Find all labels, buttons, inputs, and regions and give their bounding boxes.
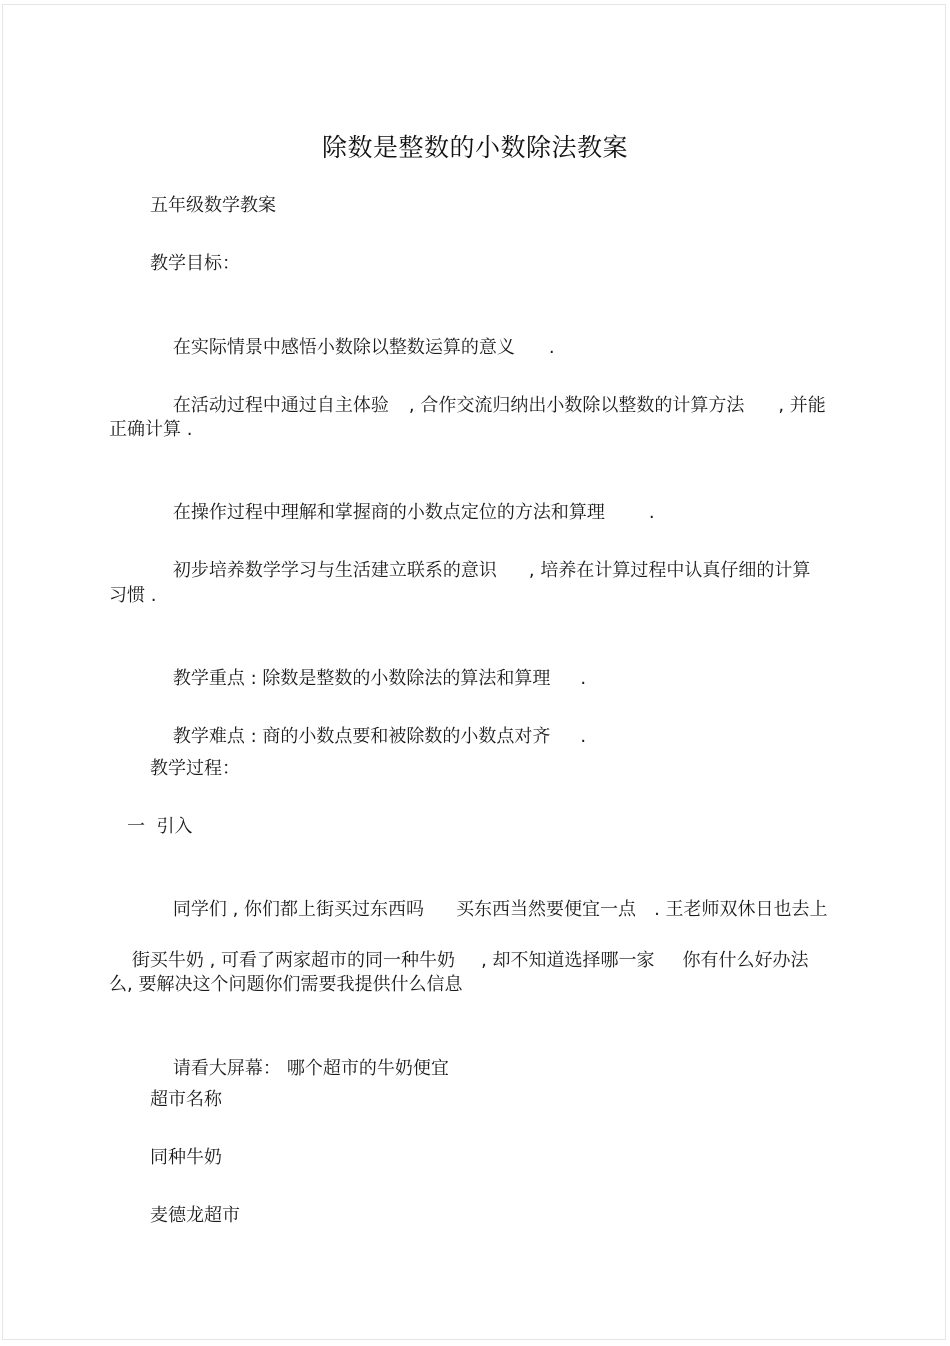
objectives-heading: 教学目标： [150,253,240,274]
process-heading: 教学过程： [150,758,240,779]
key-point-text: 教学重点 : 除数是整数的小数除法的算法和算理 [172,668,551,689]
intro-line-2-c: 你有什么好办法 [682,950,809,971]
intro-line-2-a: 街买牛奶 , 可看了两家超市的同一种牛奶 [131,950,456,971]
objective-4-line-1 [150,532,810,610]
table-col-supermarket: 超市名称 [150,1089,222,1110]
objective-2-part-b: , 合作交流归纳出小数除以整数的计算方法 [408,395,745,416]
document-title: 除数是整数的小数除法教案 [321,133,628,162]
intro-line-1-b: 买东西当然要便宜一点 [456,899,637,920]
screen-label: 请看大屏幕： [172,1058,281,1079]
section-1-heading: 一 引入 [127,816,193,837]
objective-2-line-1 [150,367,826,445]
key-point-period: . [580,668,587,689]
intro-line-1-c: . 王老师双休日也去上 [654,899,828,920]
objective-4-part-b: , 培养在计算过程中认真仔细的计算 [528,560,811,581]
difficulty-period: . [580,726,587,747]
objective-2-line-2: 正确计算 . [109,419,193,440]
objective-2-part-a: 在活动过程中通过自主体验 [172,395,389,416]
intro-line-2-b: , 却不知道选择哪一家 [481,950,655,971]
difficulty-text: 教学难点 : 商的小数点要和被除数的小数点对齐 [172,726,551,747]
table-row-metro: 麦德龙超市 [150,1205,240,1226]
objective-3-text: 在操作过程中理解和掌握商的小数点定位的方法和算理 [172,502,605,523]
screen-question: 哪个超市的牛奶便宜 [286,1058,449,1079]
objective-3-period: . [648,502,655,523]
table-col-milk: 同种牛奶 [150,1147,222,1168]
intro-line-1-a: 同学们 , 你们都上街买过东西吗 [172,899,425,920]
objective-4-part-a: 初步培养数学学习与生活建立联系的意识 [172,560,497,581]
intro-line-3: 么, 要解决这个问题你们需要我提供什么信息 [109,974,463,995]
objective-2-part-c: , 并能 [778,395,826,416]
grade-line: 五年级数学教案 [150,195,276,216]
objective-1-text: 在实际情景中感悟小数除以整数运算的意义 [172,337,515,358]
objective-4-line-2: 习惯 . [109,585,157,606]
objective-1-period: . [548,337,555,358]
